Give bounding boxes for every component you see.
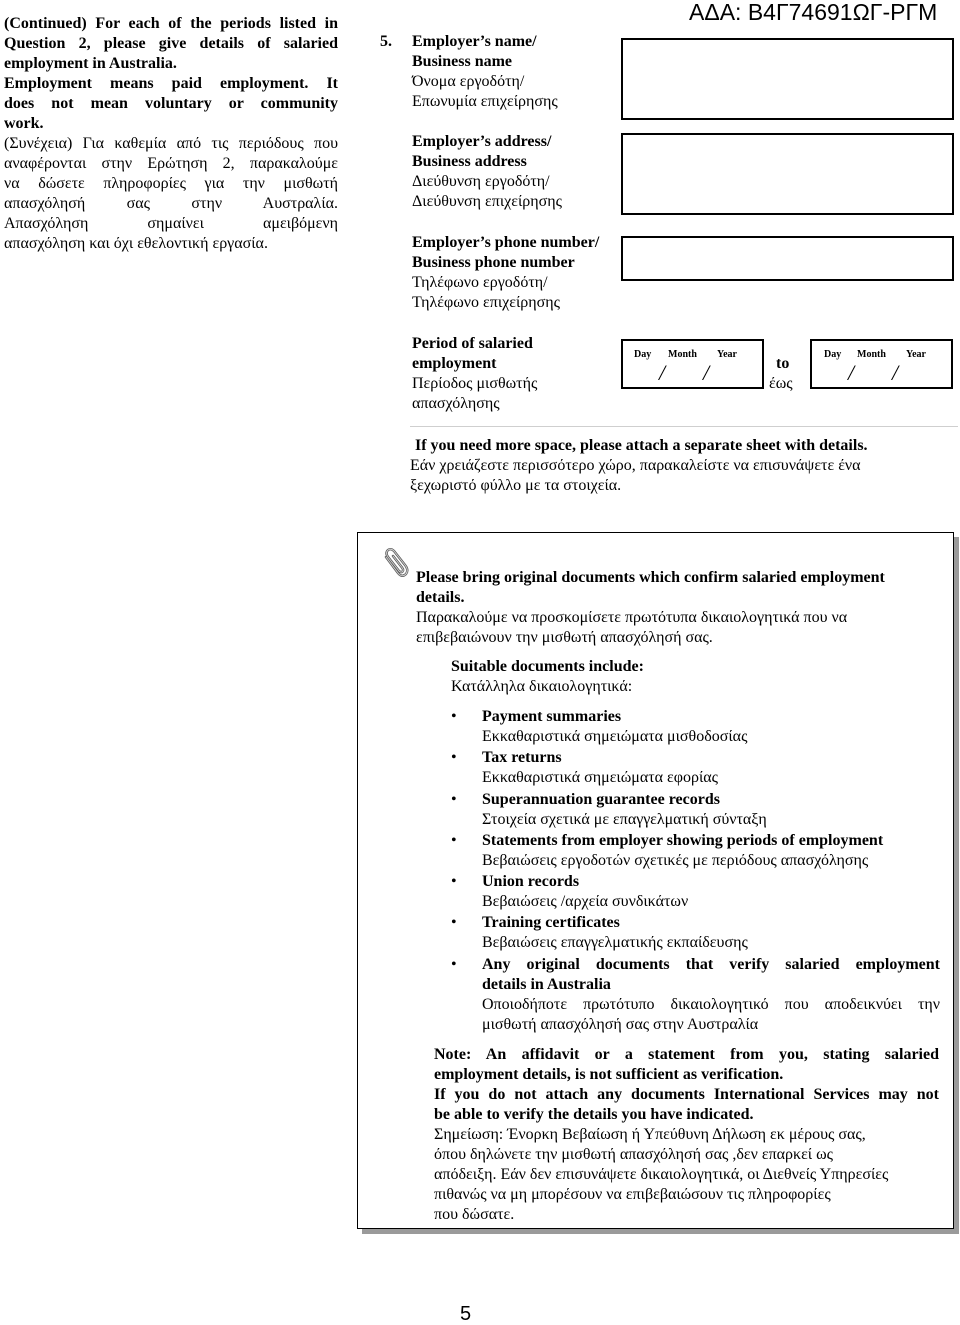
bullet-icon: • — [451, 955, 457, 973]
suitable-en: Suitable documents include: — [451, 658, 644, 675]
note-gr: όπου δηλώνετε την μισθωτή απασχόλησή σας ,δεν επαρκεί ως — [434, 1146, 833, 1163]
label-en: Employer’s address/ — [412, 133, 552, 150]
list-item — [451, 790, 940, 830]
to-label — [769, 354, 805, 394]
document-en: Training certificates — [482, 914, 620, 932]
intro-gr-line: απασχόλησή σας στην Αυστραλία. — [4, 195, 338, 212]
date-separator: / — [703, 360, 710, 385]
more-space-note — [410, 436, 956, 496]
note-gr: που δώσατε. — [434, 1206, 515, 1223]
bullet-icon: • — [451, 831, 457, 849]
more-space-gr: ξεχωριστό φύλλο με τα στοιχεία. — [410, 477, 622, 494]
document-gr: Στοιχεία σχετικά με επαγγελματική σύνταξη — [482, 810, 767, 828]
section-divider — [410, 426, 958, 427]
notice-title-gr: επιβεβαιώνουν την μισθωτή απασχόλησή σας. — [416, 629, 713, 646]
more-space-gr: Εάν χρειάζεστε περισσότερο χώρο, παρακαλείστε να επισυνάψετε ένα — [410, 457, 861, 474]
label-en: Employer’s phone number/ — [412, 234, 600, 251]
intro-en-line: Question 2, please give details of salaried — [4, 35, 338, 52]
document-gr: Βεβαιώσεις εργοδοτών σχετικές με περιόδους απασχόλησης — [482, 851, 869, 869]
note-en: Note: An affidavit or a statement from you, stating salaried — [434, 1046, 939, 1063]
intro-gr-line: (Συνέχεια) Για καθεμία από τις περιόδους που — [4, 135, 338, 152]
document-en: Any original documents that verify salaried employment — [482, 955, 940, 973]
label-en: Employer’s name/ — [412, 33, 537, 50]
label-gr: Τηλέφωνο εργοδότη/ — [412, 274, 548, 291]
month-label: Month — [668, 349, 697, 360]
label-gr: Περίοδος μισθωτής — [412, 375, 538, 392]
label-en: Business phone number — [412, 254, 575, 271]
employer-address-label — [412, 132, 617, 212]
verification-note — [434, 1045, 939, 1225]
to-label-en: to — [776, 355, 790, 372]
date-separator: / — [848, 360, 855, 385]
more-space-en: If you need more space, please attach a separate sheet with details. — [415, 437, 868, 454]
document-en: Statements from employer showing periods of employment — [482, 831, 884, 849]
document-gr: Οποιοδήποτε πρωτότυπο δικαιολογητικό που αποδεικνύει την — [482, 995, 940, 1013]
year-label: Year — [717, 349, 737, 360]
year-label: Year — [906, 349, 926, 360]
list-item — [451, 707, 940, 747]
label-en: Business address — [412, 153, 527, 170]
list-item — [451, 748, 940, 788]
label-gr: Διεύθυνση επιχείρησης — [412, 193, 562, 210]
period-start-date-field[interactable] — [621, 339, 764, 389]
period-label — [412, 334, 612, 414]
employer-name-field[interactable] — [621, 38, 954, 120]
intro-gr-line: αναφέρονται στην Ερώτηση 2, παρακαλούμε — [4, 155, 338, 172]
intro-en-line: does not mean voluntary or community — [4, 95, 338, 112]
note-en: be able to verify the details you have indicated. — [434, 1106, 754, 1123]
employer-address-field[interactable] — [621, 133, 954, 215]
note-en: If you do not attach any documents International Services may not — [434, 1086, 939, 1103]
employer-phone-label — [412, 233, 622, 313]
notice-title-gr: Παρακαλούμε να προσκομίσετε πρωτότυπα δικαιολογητικά που να — [416, 609, 848, 626]
to-label-gr: έως — [769, 375, 793, 392]
note-gr: απόδειξη. Εάν δεν επισυνάψετε δικαιολογητικά, οι Διεθνείς Υπηρεσίες — [434, 1166, 889, 1183]
document-gr: Βεβαιώσεις επαγγελματικής εκπαίδευσης — [482, 934, 748, 952]
suitable-gr: Κατάλληλα δικαιολογητικά: — [451, 678, 633, 695]
ada-code: ΑΔΑ: Β4Γ74691ΩΓ-ΡΓΜ — [689, 0, 938, 25]
suitable-heading — [451, 657, 851, 697]
paperclip-icon — [378, 547, 412, 586]
label-gr: Τηλέφωνο επιχείρησης — [412, 294, 560, 311]
intro-en-line: Employment means paid employment. It — [4, 75, 338, 92]
bullet-icon: • — [451, 873, 457, 891]
employer-name-label — [412, 32, 617, 112]
bullet-icon: • — [451, 914, 457, 932]
employer-phone-field[interactable] — [621, 236, 954, 281]
date-separator: / — [659, 360, 666, 385]
list-item — [451, 913, 940, 953]
day-label: Day — [634, 349, 652, 360]
bullet-icon: • — [451, 790, 457, 808]
list-item — [451, 955, 940, 1035]
label-gr: Όνομα εργοδότη/ — [412, 73, 525, 90]
notice-title-en: Please bring original documents which confirm salaried employment — [416, 569, 885, 586]
document-en: Union records — [482, 873, 580, 891]
document-en: details in Australia — [482, 975, 611, 993]
bullet-icon: • — [451, 708, 457, 725]
list-item — [451, 831, 940, 871]
note-en: employment details, is not sufficient as verification. — [434, 1066, 784, 1083]
notice-title — [416, 568, 938, 648]
document-gr: μισθωτή απασχόλησή σας στην Αυστραλία — [482, 1015, 759, 1033]
note-gr: πιθανώς να μη μπορέσουν να επιβεβαιώσουν τις πληροφορίες — [434, 1186, 831, 1203]
document-en: Tax returns — [482, 749, 562, 767]
document-en: Payment summaries — [482, 708, 622, 725]
intro-en-line: employment in Australia. — [4, 55, 177, 72]
day-label: Day — [824, 349, 842, 360]
period-end-date-field[interactable] — [810, 339, 953, 389]
list-item — [451, 872, 940, 912]
notice-box — [357, 532, 954, 1229]
document-gr: Εκκαθαριστικά σημειώματα μισθοδοσίας — [482, 728, 748, 745]
document-gr: Εκκαθαριστικά σημειώματα εφορίας — [482, 769, 718, 787]
intro-en-line: (Continued) For each of the periods listed in — [4, 15, 338, 32]
label-gr: απασχόλησης — [412, 395, 500, 412]
intro-gr-line: απασχόληση και όχι εθελοντική εργασία. — [4, 235, 268, 252]
document-gr: Βεβαιώσεις /αρχεία συνδικάτων — [482, 893, 689, 911]
month-label: Month — [857, 349, 886, 360]
label-gr: Διεύθυνση εργοδότη/ — [412, 173, 550, 190]
label-en: employment — [412, 355, 497, 372]
date-separator: / — [892, 360, 899, 385]
label-en: Business name — [412, 53, 513, 70]
documents-list — [451, 707, 940, 1036]
question-number: 5. — [380, 33, 392, 50]
note-gr: Σημείωση: Ένορκη Βεβαίωση ή Υπεύθυνη Δήλωση εκ μέρους σας, — [434, 1126, 866, 1143]
bullet-icon: • — [451, 749, 457, 767]
label-gr: Επωνυμία επιχείρησης — [412, 93, 558, 110]
label-en: Period of salaried — [412, 335, 533, 352]
intro-text — [4, 14, 338, 254]
notice-title-en: details. — [416, 589, 465, 606]
page-number: 5 — [460, 1303, 472, 1325]
intro-gr-line: Απασχόληση σημαίνει αμειβόμενη — [4, 215, 338, 232]
intro-en-line: work. — [4, 115, 44, 132]
document-en: Superannuation guarantee records — [482, 790, 720, 808]
intro-gr-line: να δώσετε πληροφορίες για την μισθωτή — [4, 175, 338, 192]
